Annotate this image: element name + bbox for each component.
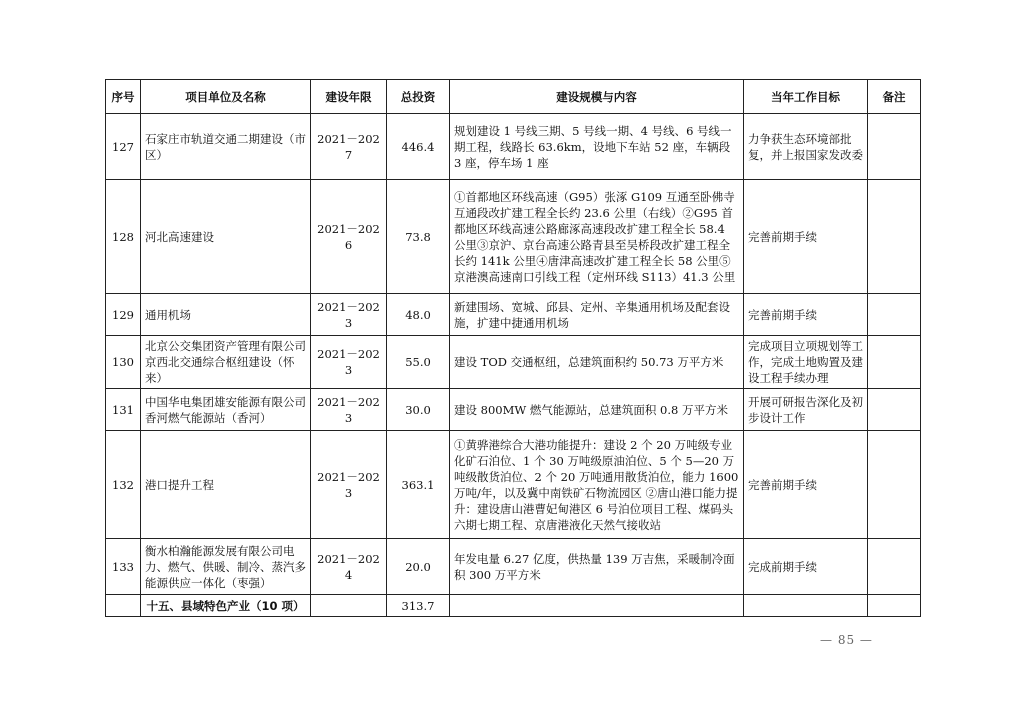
cell-seq: 127 [106,114,141,180]
header-goal: 当年工作目标 [744,80,868,114]
cell-remark [868,539,921,595]
cell-scale: 新建围场、宽城、邱县、定州、辛集通用机场及配套设施，扩建中捷通用机场 [450,294,744,336]
cell-remark [868,389,921,431]
cell-unit: 中国华电集团雄安能源有限公司香河燃气能源站（香河） [141,389,311,431]
cell-period: 2021－2026 [311,180,387,294]
summary-goal [744,595,868,617]
cell-remark [868,294,921,336]
cell-scale: ①首都地区环线高速（G95）张涿 G109 互通至卧佛寺互通段改扩建工程全长约 23.6 公里（右线）②G95 首都地区环线高速公路廊涿高速段改扩建工程全长 58.4 公里③京沪、京台高速公路青县至吴桥段改扩建工程全长约 141k 公里④唐津高速改扩建工程全长 58 公里⑤京港澳高速南口引线工程（定州环线 S113）41.3 公里 [450,180,744,294]
cell-scale: 年发电量 6.27 亿度，供热量 139 万吉焦，采暖制冷面积 300 万平方米 [450,539,744,595]
cell-scale: 规划建设 1 号线三期、5 号线一期、4 号线、6 号线一期工程，线路长 63.6km，设地下车站 52 座，车辆段 3 座，停车场 1 座 [450,114,744,180]
cell-unit: 港口提升工程 [141,431,311,539]
cell-remark [868,336,921,389]
cell-remark [868,180,921,294]
cell-unit: 通用机场 [141,294,311,336]
cell-period: 2021－2023 [311,294,387,336]
table-row [106,389,921,431]
table-row [106,336,921,389]
table-row [106,114,921,180]
cell-seq: 132 [106,431,141,539]
cell-invest: 446.4 [387,114,450,180]
project-table [105,79,921,617]
header-remark: 备注 [868,80,921,114]
cell-goal: 完成前期手续 [744,539,868,595]
header-seq: 序号 [106,80,141,114]
cell-period: 2021－2023 [311,336,387,389]
cell-remark [868,114,921,180]
header-scale: 建设规模与内容 [450,80,744,114]
summary-scale [450,595,744,617]
summary-seq [106,595,141,617]
cell-period: 2021－2023 [311,431,387,539]
summary-invest: 313.7 [387,595,450,617]
cell-remark [868,431,921,539]
cell-goal: 完成项目立项规划等工作，完成土地购置及建设工程手续办理 [744,336,868,389]
header-unit: 项目单位及名称 [141,80,311,114]
cell-seq: 129 [106,294,141,336]
cell-scale: ①黄骅港综合大港功能提升：建设 2 个 20 万吨级专业化矿石泊位、1 个 30 万吨级原油泊位、5 个 5—20 万吨级散货泊位、2 个 20 万吨通用散货泊位，能力 1600 万吨/年，以及冀中南铁矿石物流园区 ②唐山港口能力提升：建设唐山港曹妃甸港区 6 号泊位项目工程、煤码头六期七期工程、京唐港液化天然气接收站 [450,431,744,539]
header-invest: 总投资 [387,80,450,114]
cell-goal: 完善前期手续 [744,294,868,336]
cell-scale: 建设 800MW 燃气能源站，总建筑面积 0.8 万平方米 [450,389,744,431]
page-number: — 85 — [820,633,873,647]
cell-period: 2021－2024 [311,539,387,595]
table-row [106,294,921,336]
header-row [106,80,921,114]
table-row [106,539,921,595]
cell-goal: 完善前期手续 [744,180,868,294]
cell-period: 2021－2027 [311,114,387,180]
summary-remark [868,595,921,617]
cell-seq: 133 [106,539,141,595]
cell-invest: 30.0 [387,389,450,431]
cell-invest: 20.0 [387,539,450,595]
cell-invest: 48.0 [387,294,450,336]
cell-unit: 河北高速建设 [141,180,311,294]
cell-unit: 石家庄市轨道交通二期建设（市区） [141,114,311,180]
header-period: 建设年限 [311,80,387,114]
cell-invest: 73.8 [387,180,450,294]
table-row [106,180,921,294]
table-row [106,431,921,539]
cell-seq: 130 [106,336,141,389]
cell-unit: 北京公交集团资产管理有限公司京西北交通综合枢纽建设（怀来） [141,336,311,389]
cell-invest: 55.0 [387,336,450,389]
cell-period: 2021－2023 [311,389,387,431]
cell-unit: 衡水柏瀚能源发展有限公司电力、燃气、供暖、制冷、蒸汽多能源供应一体化（枣强） [141,539,311,595]
cell-seq: 131 [106,389,141,431]
cell-seq: 128 [106,180,141,294]
cell-invest: 363.1 [387,431,450,539]
cell-scale: 建设 TOD 交通枢纽，总建筑面积约 50.73 万平方米 [450,336,744,389]
summary-period [311,595,387,617]
summary-row [106,595,921,617]
summary-category: 十五、县域特色产业（10 项） [141,595,311,617]
cell-goal: 力争获生态环境部批复，并上报国家发改委 [744,114,868,180]
cell-goal: 完善前期手续 [744,431,868,539]
cell-goal: 开展可研报告深化及初步设计工作 [744,389,868,431]
